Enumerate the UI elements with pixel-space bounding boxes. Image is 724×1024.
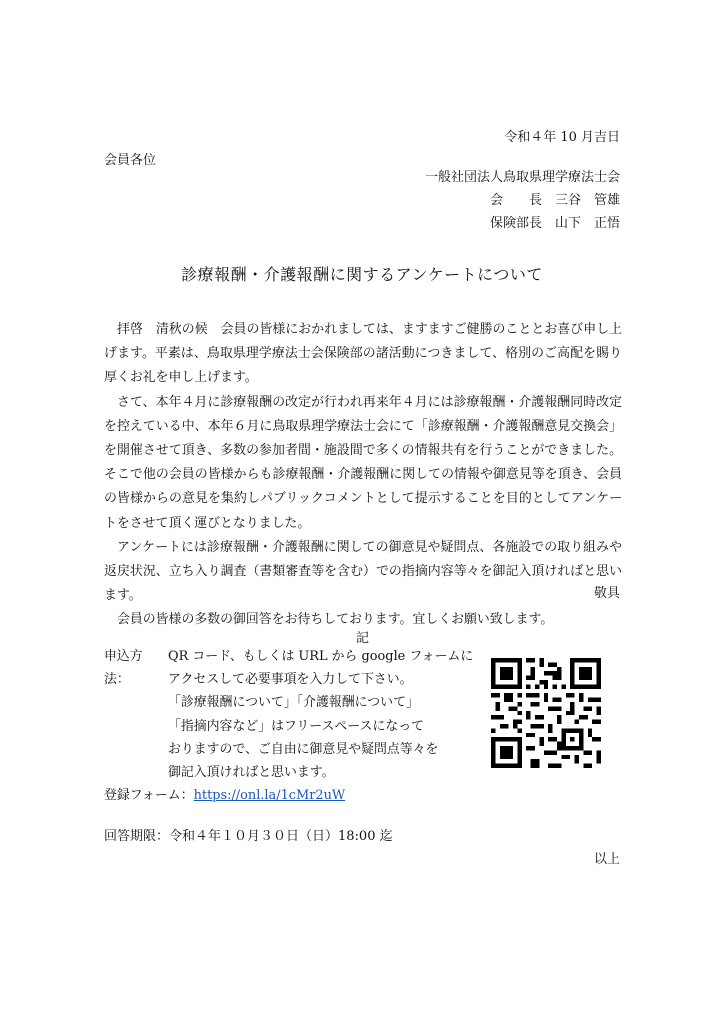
ki-heading: 記 <box>356 631 370 646</box>
paragraph-greeting: 拝啓 清秋の候 会員の皆様におかれましては、ますますご健勝のこととお喜び申し上げます。平素は、鳥取県理学療法士会保険部の諸活動につきまして、格別のご高配を賜り厚くお礼を申し上げます。 <box>104 322 622 386</box>
qr-code <box>491 658 601 768</box>
recipient: 会員各位 <box>104 153 157 168</box>
end-mark: 以上 <box>593 852 620 867</box>
registration-label: 登録フォーム： <box>104 788 194 804</box>
sender-organization: 一般社団法人鳥取県理学療法士会 <box>424 170 620 185</box>
registration-link[interactable]: https://onl.la/1cMr2uW <box>193 788 346 804</box>
application-line: QR コード、もしくは URL から google フォームに <box>168 649 474 664</box>
application-section <box>104 645 473 807</box>
sender-president: 会 長 三谷 管雄 <box>489 193 620 208</box>
application-line: おりますので、ご自由に御意見や疑問点等々を <box>168 741 439 757</box>
registration-row <box>104 784 473 807</box>
application-line: 御記入頂ければと思います。 <box>168 765 335 781</box>
closing-keigu: 敬具 <box>593 586 620 601</box>
paragraph-request: アンケートには診療報酬・介護報酬に関しての御意見や疑問点、各施設での取り組みや返戻状況、立ち入り調査（書類審査等を含む）での指摘内容等々を御記入頂ければと思います。 <box>104 539 622 604</box>
document-date: 令和４年 10 月吉日 <box>504 130 620 145</box>
application-line: 「指摘内容など」はフリースペースになって <box>168 718 425 734</box>
sender-insurance-head: 保険部長 山下 正悟 <box>489 216 620 231</box>
application-line: 「診療報酬について」「介護報酬について」 <box>168 695 419 711</box>
paragraph-purpose: さて、本年４月に診療報酬の改定が行われ再来年４月には診療報酬・介護報酬同時改定を控えている中、本年６月に鳥取県理学療法士会にて「診療報酬・介護報酬意見交換会」を開催させて頂き、多数の参加者間・施設間で多くの情報共有を行うことができました。そこで他の会員の皆様からも診療報酬・介護報酬に関しての情報や御意見等を頂き、会員の皆様からの意見を集約しパブリックコメントとして提示することを目的としてアンケートをさせて頂く運びとなりました。 <box>104 394 622 531</box>
application-line: アクセスして必要事項を入力して下さい。 <box>168 672 413 688</box>
application-label: 申込方法： <box>104 649 143 688</box>
document-title: 診療報酬・介護報酬に関するアンケートについて <box>181 265 543 284</box>
letter-body <box>104 318 622 633</box>
paragraph-closing-remark: 会員の皆様の多数の御回答をお待ちしております。宜しくお願い致します。 <box>117 612 554 628</box>
deadline: 回答期限：令和４年１０月３０日（日）18:00 迄 <box>104 829 393 844</box>
